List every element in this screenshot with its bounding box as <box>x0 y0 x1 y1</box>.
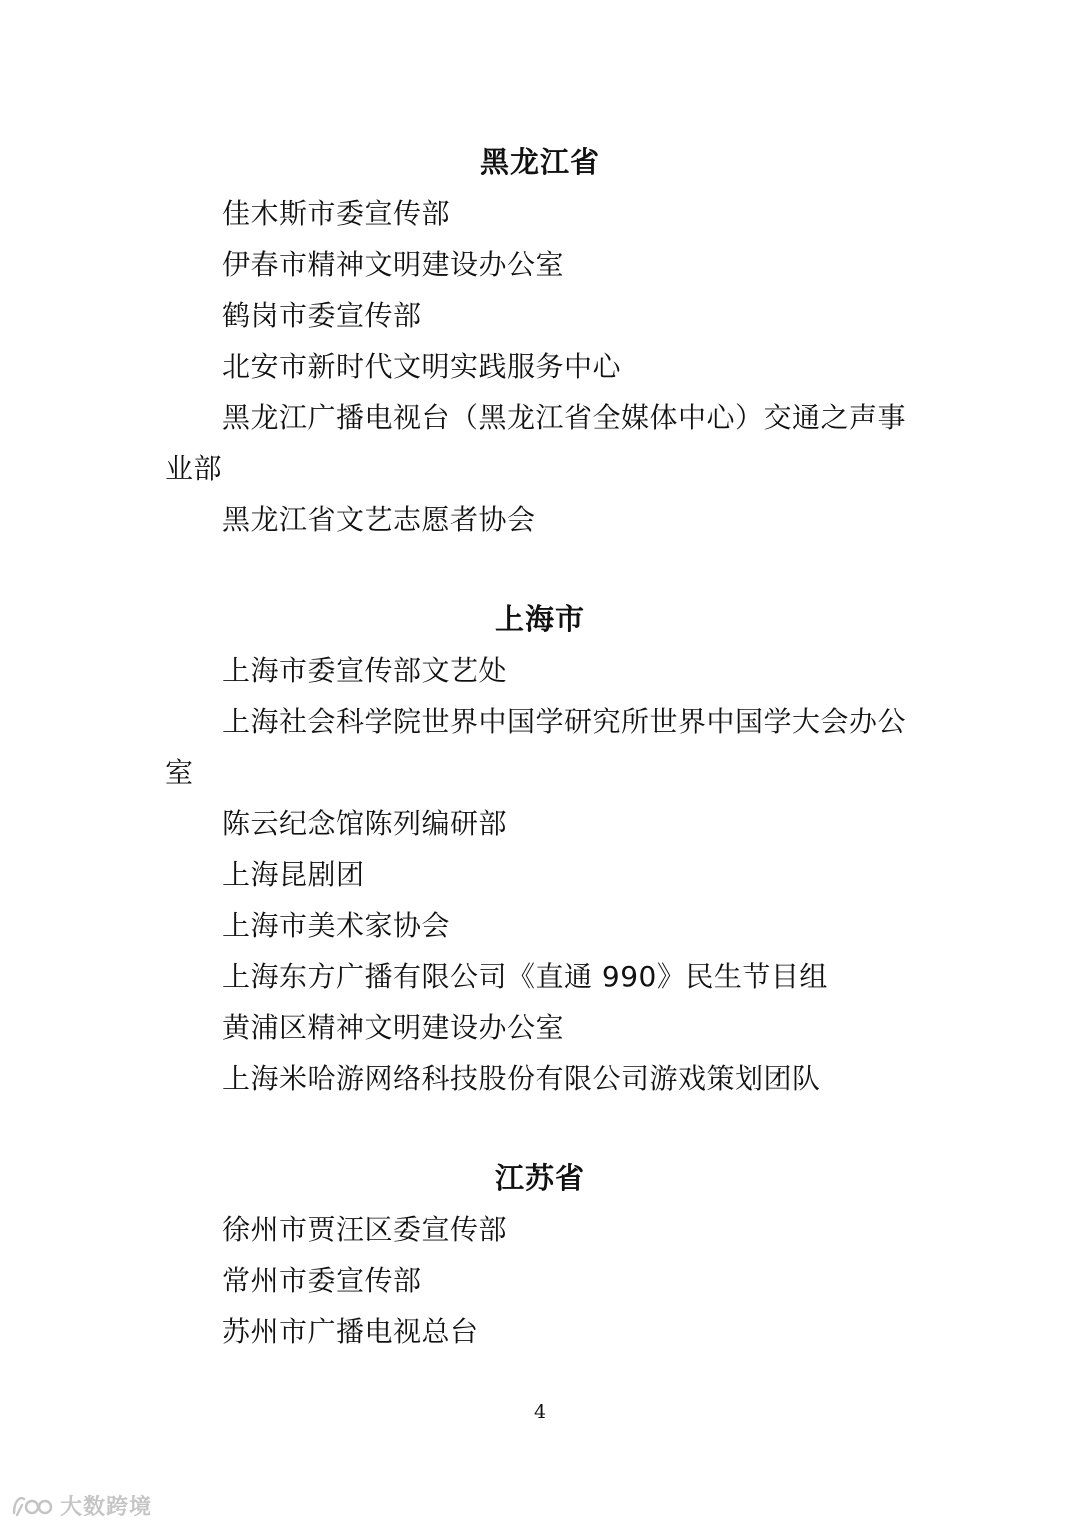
list-item: 上海市美术家协会 <box>222 909 451 942</box>
watermark <box>10 1488 152 1522</box>
section-heading: 江苏省 <box>494 1161 585 1195</box>
list-item: 徐州市贾汪区委宣传部 <box>222 1213 508 1246</box>
entry-list <box>0 1204 1080 1357</box>
entry-list <box>0 188 1080 545</box>
list-item: 上海社会科学院世界中国学研究所世界中国学大会办公室 <box>165 705 907 789</box>
section-shanghai <box>0 594 1080 1104</box>
list-item: 苏州市广播电视总台 <box>222 1315 479 1348</box>
list-item: 上海昆剧团 <box>222 858 365 891</box>
list-item: 黑龙江广播电视台（黑龙江省全媒体中心）交通之声事业部 <box>165 401 907 485</box>
list-item: 上海东方广播有限公司《直通 990》民生节目组 <box>222 960 828 993</box>
list-item: 上海市委宣传部文艺处 <box>222 654 508 687</box>
section-jiangsu <box>0 1153 1080 1357</box>
entry-list <box>0 645 1080 1104</box>
list-item: 佳木斯市委宣传部 <box>222 197 451 230</box>
logo-mark-icon <box>10 1491 54 1519</box>
watermark-text: 大数跨境 <box>60 1494 153 1520</box>
section-heading: 上海市 <box>494 602 585 636</box>
list-item: 伊春市精神文明建设办公室 <box>222 248 565 281</box>
list-item: 陈云纪念馆陈列编研部 <box>222 807 508 840</box>
list-item: 上海米哈游网络科技股份有限公司游戏策划团队 <box>222 1062 821 1095</box>
list-item: 北安市新时代文明实践服务中心 <box>222 350 622 383</box>
list-item: 常州市委宣传部 <box>222 1264 422 1297</box>
list-item: 鹤岗市委宣传部 <box>222 299 422 332</box>
section-heading: 黑龙江省 <box>479 145 600 179</box>
page-number: 4 <box>533 1401 547 1423</box>
list-item: 黄浦区精神文明建设办公室 <box>222 1011 565 1044</box>
section-heilongjiang <box>0 137 1080 545</box>
list-item: 黑龙江省文艺志愿者协会 <box>222 503 536 536</box>
